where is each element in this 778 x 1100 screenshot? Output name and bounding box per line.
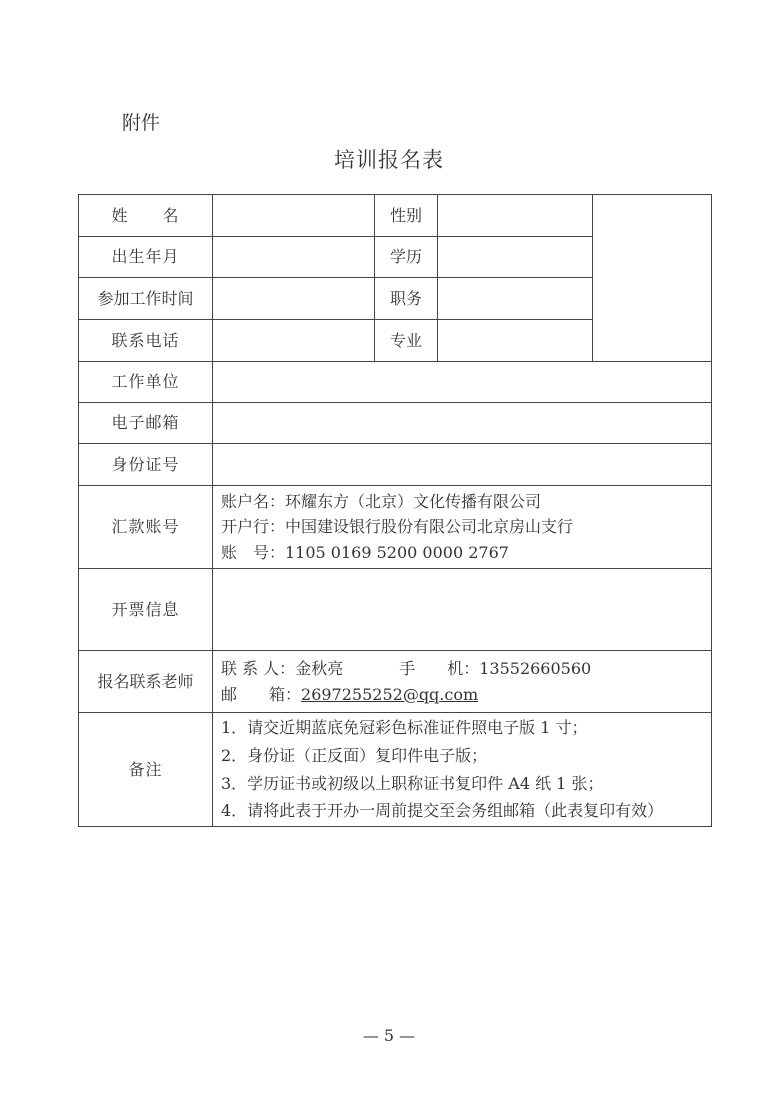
remark-item: 4．请将此表于开办一周前提交至会务组邮箱（此表复印有效）	[221, 801, 664, 821]
label-major: 专业	[375, 320, 438, 362]
label-id-number: 身份证号	[79, 444, 213, 486]
row-employer	[79, 362, 712, 403]
remittance-account-name: 账户名：环耀东方（北京）文化传播有限公司	[221, 491, 542, 511]
remark-item: 2．身份证（正反面）复印件电子版；	[221, 745, 488, 765]
contact-line-2	[221, 682, 707, 708]
field-phone[interactable]	[213, 320, 375, 362]
field-invoice[interactable]	[213, 569, 712, 651]
label-contact-teacher: 报名联系老师	[79, 651, 213, 713]
photo-box	[593, 195, 712, 362]
field-gender[interactable]	[438, 195, 593, 237]
contact-mobile: 13552660560	[479, 658, 592, 678]
field-major[interactable]	[438, 320, 593, 362]
row-email	[79, 403, 712, 444]
field-birth[interactable]	[213, 237, 375, 278]
label-name: 姓 名	[79, 195, 213, 237]
attachment-label: 附件	[122, 112, 161, 134]
label-position: 职务	[375, 278, 438, 320]
row-contact-teacher	[79, 651, 712, 713]
row-id-number	[79, 444, 712, 486]
contact-email-label: 邮 箱：	[221, 684, 302, 704]
label-email: 电子邮箱	[79, 403, 213, 444]
field-work-start[interactable]	[213, 278, 375, 320]
label-invoice: 开票信息	[79, 569, 213, 651]
remittance-bank: 开户行：中国建设银行股份有限公司北京房山支行	[221, 517, 574, 537]
row-remittance	[79, 486, 712, 569]
field-id-number[interactable]	[213, 444, 712, 486]
label-education: 学历	[375, 237, 438, 278]
label-work-start: 参加工作时间	[79, 278, 213, 320]
field-employer[interactable]	[213, 362, 712, 403]
contact-line-1	[221, 656, 707, 682]
field-name[interactable]	[213, 195, 375, 237]
label-phone: 联系电话	[79, 320, 213, 362]
registration-form-table	[78, 194, 712, 827]
remark-item: 1．请交近期蓝底免冠彩色标准证件照电子版 1 寸；	[221, 718, 588, 738]
remittance-details	[213, 486, 712, 569]
label-remarks: 备注	[79, 713, 213, 827]
row-name-gender	[79, 195, 712, 237]
remittance-account-number: 账 号：1105 0169 5200 0000 2767	[221, 542, 509, 562]
field-education[interactable]	[438, 237, 593, 278]
row-invoice	[79, 569, 712, 651]
contact-mobile-label: 手 机：	[399, 658, 480, 678]
label-birth: 出生年月	[79, 237, 213, 278]
remarks-list	[213, 713, 712, 827]
field-email[interactable]	[213, 403, 712, 444]
label-gender: 性别	[375, 195, 438, 237]
field-position[interactable]	[438, 278, 593, 320]
row-remarks	[79, 713, 712, 827]
contact-email-link[interactable]: 2697255252@qq.com	[301, 684, 479, 704]
contact-person: 金秋亮	[295, 658, 344, 678]
remark-item: 3．学历证书或初级以上职称证书复印件 A4 纸 1 张；	[221, 773, 604, 793]
page-number: — 5 —	[362, 1026, 416, 1045]
contact-person-label: 联 系 人：	[221, 658, 296, 678]
contact-teacher-details	[213, 651, 712, 713]
label-remittance: 汇款账号	[79, 486, 213, 569]
form-title: 培训报名表	[334, 148, 444, 172]
label-employer: 工作单位	[79, 362, 213, 403]
